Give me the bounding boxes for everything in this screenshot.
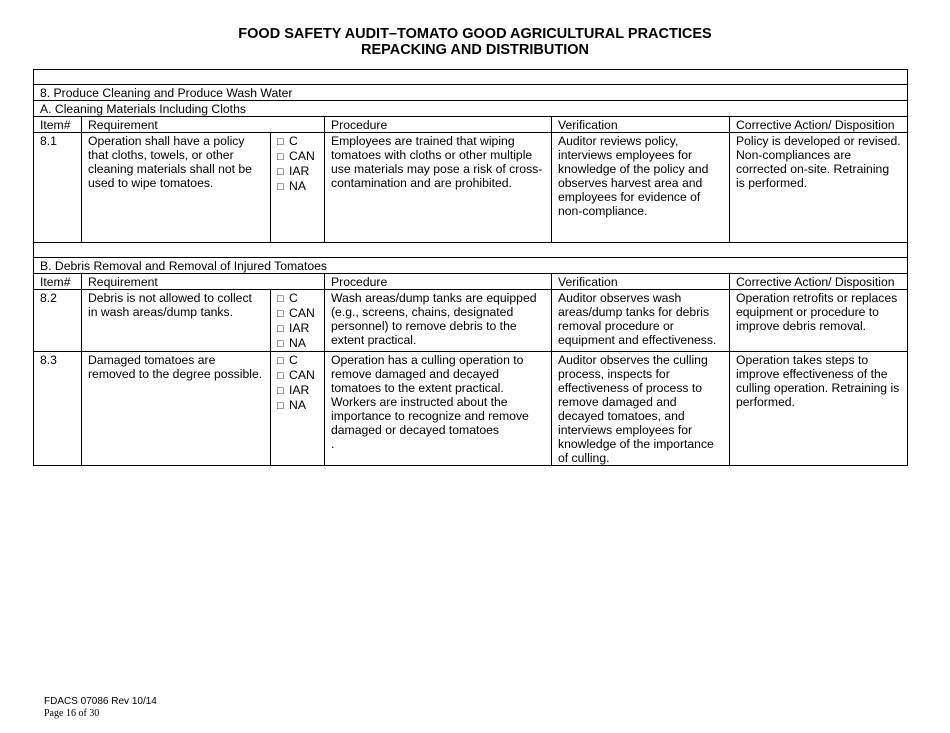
column-header-row-a xyxy=(34,117,908,133)
compliance-checkboxes xyxy=(271,290,325,352)
checkbox-label: NA xyxy=(289,398,306,412)
page-footer xyxy=(44,696,157,720)
col-header-procedure: Procedure xyxy=(325,274,552,290)
checkbox-label: NA xyxy=(289,336,306,350)
checkbox-icon: □ xyxy=(277,385,284,397)
col-header-verification: Verification xyxy=(552,274,730,290)
col-header-verification: Verification xyxy=(552,117,730,133)
document-title xyxy=(0,26,950,58)
procedure-cell xyxy=(325,352,552,466)
table-top-spacer xyxy=(34,70,908,85)
checkbox-label: CAN xyxy=(289,149,315,163)
checkbox-label: C xyxy=(289,134,298,148)
col-header-procedure: Procedure xyxy=(325,117,552,133)
compliance-checkboxes xyxy=(271,352,325,466)
checkbox-iar[interactable] xyxy=(277,164,322,179)
checkbox-label: NA xyxy=(289,179,306,193)
procedure-trailing-mark: . xyxy=(331,437,335,451)
section-title: 8. Produce Cleaning and Produce Wash Water xyxy=(34,85,908,101)
checkbox-na[interactable] xyxy=(277,336,322,351)
col-header-requirement: Requirement xyxy=(82,117,325,133)
table-row xyxy=(34,290,908,352)
checkbox-label: IAR xyxy=(289,321,310,335)
checkbox-icon: □ xyxy=(277,151,284,163)
col-header-item: Item# xyxy=(34,117,82,133)
subsection-a-row xyxy=(34,101,908,117)
checkbox-na[interactable] xyxy=(277,179,322,194)
title-line-2: REPACKING AND DISTRIBUTION xyxy=(361,42,589,58)
page-number: Page 16 of 30 xyxy=(44,708,100,719)
checkbox-icon: □ xyxy=(277,181,284,193)
checkbox-icon: □ xyxy=(277,166,284,178)
col-header-corrective: Corrective Action/ Disposition xyxy=(730,274,908,290)
item-number: 8.1 xyxy=(34,133,82,243)
checkbox-icon: □ xyxy=(277,338,284,350)
checkbox-icon: □ xyxy=(277,370,284,382)
checkbox-label: IAR xyxy=(289,383,310,397)
corrective-action-text: Policy is developed or revised. Non-compliances are corrected on-site. Retraining is performed. xyxy=(730,133,908,243)
checkbox-icon: □ xyxy=(277,308,284,320)
checkbox-can[interactable] xyxy=(277,149,322,164)
corrective-action-text: Operation retrofits or replaces equipment or procedure to improve debris removal. xyxy=(730,290,908,352)
section-header-row xyxy=(34,85,908,101)
table-row xyxy=(34,352,908,466)
subsection-a-title: A. Cleaning Materials Including Cloths xyxy=(34,101,908,117)
subsection-b-title: B. Debris Removal and Removal of Injured Tomatoes xyxy=(34,258,908,274)
column-header-row-b xyxy=(34,274,908,290)
checkbox-label: C xyxy=(289,291,298,305)
corrective-action-text: Operation takes steps to improve effectiveness of the culling operation. Retraining is performed. xyxy=(730,352,908,466)
checkbox-c[interactable] xyxy=(277,353,322,368)
checkbox-na[interactable] xyxy=(277,398,322,413)
checkbox-iar[interactable] xyxy=(277,321,322,336)
requirement-text: Debris is not allowed to collect in wash areas/dump tanks. xyxy=(82,290,271,352)
item-number: 8.2 xyxy=(34,290,82,352)
col-header-corrective: Corrective Action/ Disposition xyxy=(730,117,908,133)
checkbox-label: IAR xyxy=(289,164,310,178)
procedure-text: Employees are trained that wiping tomatoes with cloths or other multiple use materials may pose a risk of cross-contamination and are prohibited. xyxy=(325,133,552,243)
checkbox-c[interactable] xyxy=(277,291,322,306)
requirement-text: Operation shall have a policy that cloths, towels, or other cleaning materials shall not be used to wipe tomatoes. xyxy=(82,133,271,243)
checkbox-can[interactable] xyxy=(277,306,322,321)
checkbox-can[interactable] xyxy=(277,368,322,383)
procedure-text: Operation has a culling operation to remove damaged and decayed tomatoes to the extent practical. Workers are instructed about the importance to recognize and remove damaged or decayed tomatoes xyxy=(331,353,529,437)
section-spacer-row xyxy=(34,243,908,258)
checkbox-iar[interactable] xyxy=(277,383,322,398)
subsection-b-row xyxy=(34,258,908,274)
compliance-checkboxes xyxy=(271,133,325,243)
col-header-item: Item# xyxy=(34,274,82,290)
checkbox-icon: □ xyxy=(277,355,284,367)
procedure-text: Wash areas/dump tanks are equipped (e.g., screens, chains, designated personnel) to remove debris to the extent practical. xyxy=(325,290,552,352)
title-line-1: FOOD SAFETY AUDIT–TOMATO GOOD AGRICULTURAL PRACTICES xyxy=(238,26,712,42)
verification-text: Auditor reviews policy, interviews employees for knowledge of the policy and observes harvest area and employees for evidence of non-compliance. xyxy=(552,133,730,243)
audit-table xyxy=(33,69,908,466)
checkbox-icon: □ xyxy=(277,400,284,412)
checkbox-icon: □ xyxy=(277,136,284,148)
verification-text: Auditor observes the culling process, inspects for effectiveness of process to remove damaged and decayed tomatoes, and interviews employees for knowledge of the importance of culling. xyxy=(552,352,730,466)
checkbox-label: CAN xyxy=(289,368,315,382)
checkbox-c[interactable] xyxy=(277,134,322,149)
item-number: 8.3 xyxy=(34,352,82,466)
checkbox-icon: □ xyxy=(277,293,284,305)
table-row xyxy=(34,133,908,243)
checkbox-icon: □ xyxy=(277,323,284,335)
form-code: FDACS 07086 Rev 10/14 xyxy=(44,696,157,707)
verification-text: Auditor observes wash areas/dump tanks for debris removal procedure or equipment and effectiveness. xyxy=(552,290,730,352)
checkbox-label: CAN xyxy=(289,306,315,320)
requirement-text: Damaged tomatoes are removed to the degree possible. xyxy=(82,352,271,466)
checkbox-label: C xyxy=(289,353,298,367)
col-header-requirement: Requirement xyxy=(82,274,325,290)
